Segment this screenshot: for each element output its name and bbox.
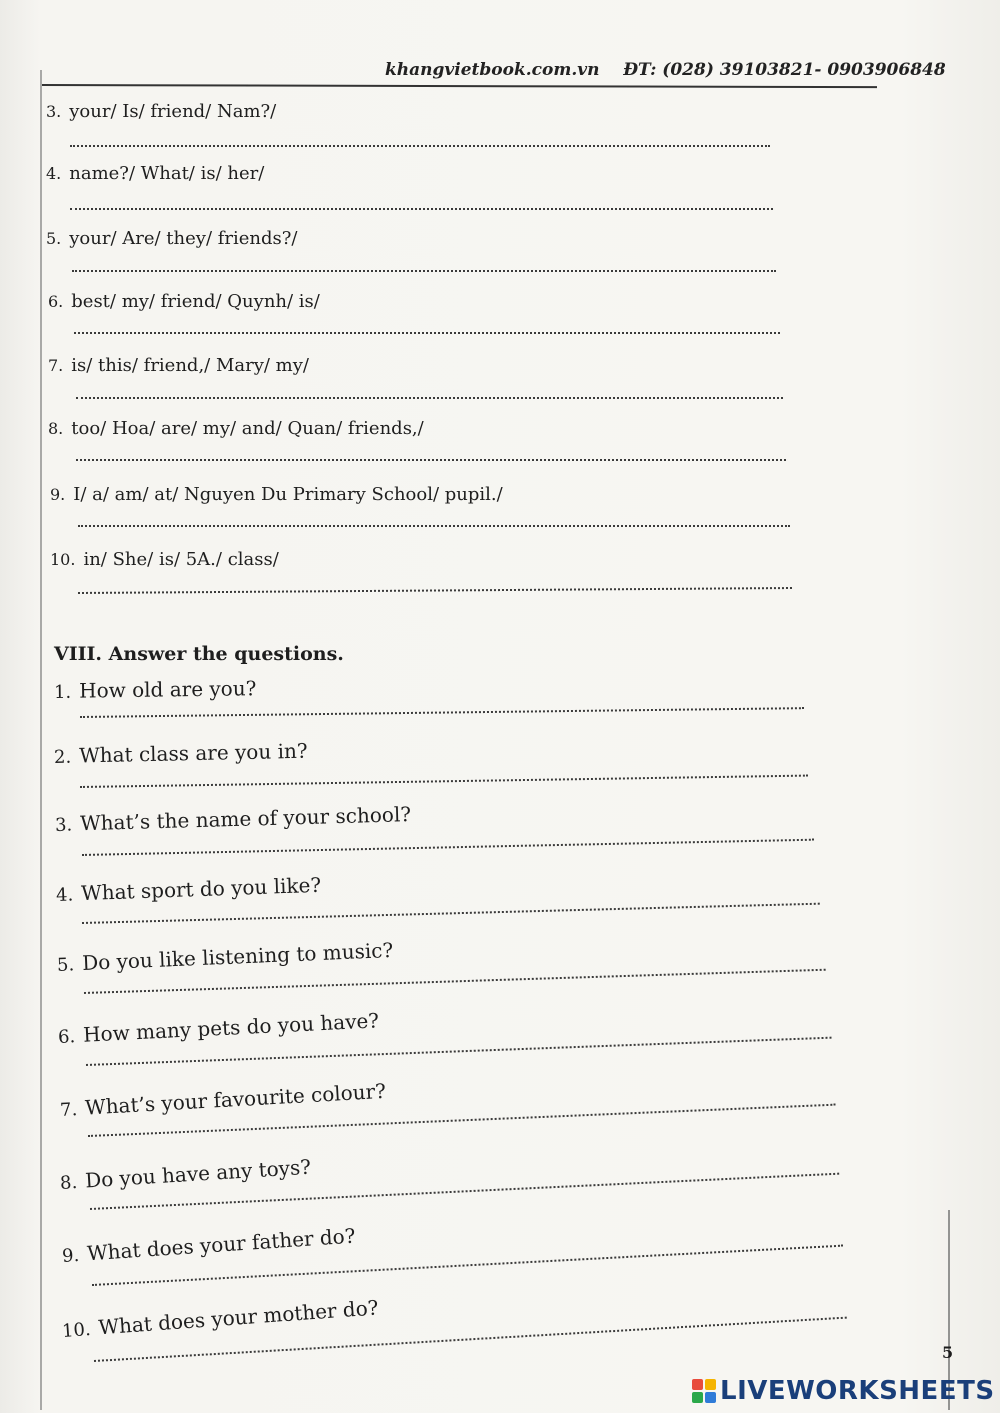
question-7: [59, 1079, 386, 1121]
item-number: 8.: [48, 419, 64, 438]
item-number: 10.: [50, 550, 76, 569]
answer-line-item-9[interactable]: [78, 525, 790, 527]
item-number: 5.: [46, 229, 62, 248]
question-number: 10.: [61, 1318, 92, 1342]
answer-line-item-6[interactable]: [74, 332, 780, 334]
question-number: 1.: [53, 681, 72, 703]
answer-line-item-3[interactable]: [70, 145, 770, 147]
reorder-item-5: [46, 228, 297, 249]
answer-line-question-5[interactable]: [84, 969, 826, 994]
item-words: too/ Hoa/ are/ my/ and/ Quan/ friends,/: [71, 418, 424, 439]
question-text: What’s the name of your school?: [79, 802, 412, 836]
item-number: 9.: [50, 485, 66, 504]
reorder-item-7: [48, 355, 309, 376]
question-number: 2.: [53, 746, 72, 768]
answer-line-question-4[interactable]: [82, 903, 820, 924]
reorder-item-9: [50, 484, 503, 505]
question-number: 4.: [55, 884, 74, 906]
question-10: [61, 1295, 379, 1342]
reorder-item-10: [50, 549, 279, 570]
question-text: How old are you?: [79, 676, 257, 703]
question-4: [56, 873, 322, 906]
answer-line-item-4[interactable]: [70, 208, 773, 210]
item-number: 6.: [48, 292, 64, 311]
question-6: [57, 1008, 379, 1048]
item-words: best/ my/ friend/ Quynh/ is/: [71, 291, 320, 312]
answer-line-question-2[interactable]: [80, 775, 808, 788]
item-words: your/ Are/ they/ friends?/: [69, 228, 298, 249]
brand-name: LIVEWORKSHEETS: [720, 1376, 995, 1406]
liveworksheets-brand[interactable]: [692, 1376, 995, 1406]
item-words: in/ She/ is/ 5A./ class/: [83, 549, 279, 570]
item-words: is/ this/ friend,/ Mary/ my/: [71, 355, 309, 376]
question-number: 5.: [56, 954, 75, 976]
question-3: [55, 802, 412, 836]
question-number: 8.: [59, 1171, 78, 1194]
reorder-item-8: [48, 418, 424, 439]
question-number: 3.: [54, 814, 73, 836]
item-words: I/ a/ am/ at/ Nguyen Du Primary School/ pupil./: [73, 484, 503, 505]
question-9: [61, 1224, 356, 1267]
question-text: What’s your favourite colour?: [84, 1078, 387, 1120]
answer-line-item-10[interactable]: [78, 587, 792, 594]
header-rule: [42, 84, 877, 88]
reorder-item-6: [48, 291, 320, 312]
question-text: What class are you in?: [78, 738, 308, 768]
header-site: khangvietbook.com.vn: [385, 60, 600, 80]
question-text: What sport do you like?: [80, 872, 322, 906]
page-number: 5: [942, 1343, 954, 1362]
item-words: name?/ What/ is/ her/: [69, 163, 265, 184]
question-1: [54, 676, 257, 703]
question-text: Do you like listening to music?: [81, 937, 394, 975]
question-8: [59, 1155, 311, 1194]
question-text: What does your father do?: [86, 1223, 357, 1266]
question-text: Do you have any toys?: [84, 1154, 312, 1193]
item-number: 4.: [46, 164, 62, 183]
section-viii-title: VIII. Answer the questions.: [54, 643, 344, 665]
item-number: 7.: [48, 356, 64, 375]
item-number: 3.: [46, 102, 62, 121]
question-number: 9.: [61, 1244, 80, 1267]
question-2: [54, 739, 308, 768]
answer-line-item-7[interactable]: [76, 397, 783, 399]
question-number: 6.: [57, 1026, 76, 1048]
reorder-item-3: [46, 101, 276, 122]
answer-line-item-8[interactable]: [76, 459, 786, 461]
answer-line-question-1[interactable]: [80, 707, 804, 718]
liveworksheets-logo-icon: [692, 1379, 716, 1403]
page-header: [385, 60, 946, 80]
answer-line-item-5[interactable]: [72, 270, 776, 272]
reorder-item-4: [46, 163, 264, 184]
question-text: How many pets do you have?: [82, 1008, 380, 1047]
question-number: 7.: [59, 1099, 78, 1121]
item-words: your/ Is/ friend/ Nam?/: [69, 101, 277, 122]
question-text: What does your mother do?: [97, 1295, 380, 1340]
answer-line-question-3[interactable]: [82, 839, 814, 856]
header-phone: ĐT: (028) 39103821- 0903906848: [623, 60, 946, 80]
question-5: [56, 938, 393, 976]
page-binding-edge: [40, 70, 42, 1410]
